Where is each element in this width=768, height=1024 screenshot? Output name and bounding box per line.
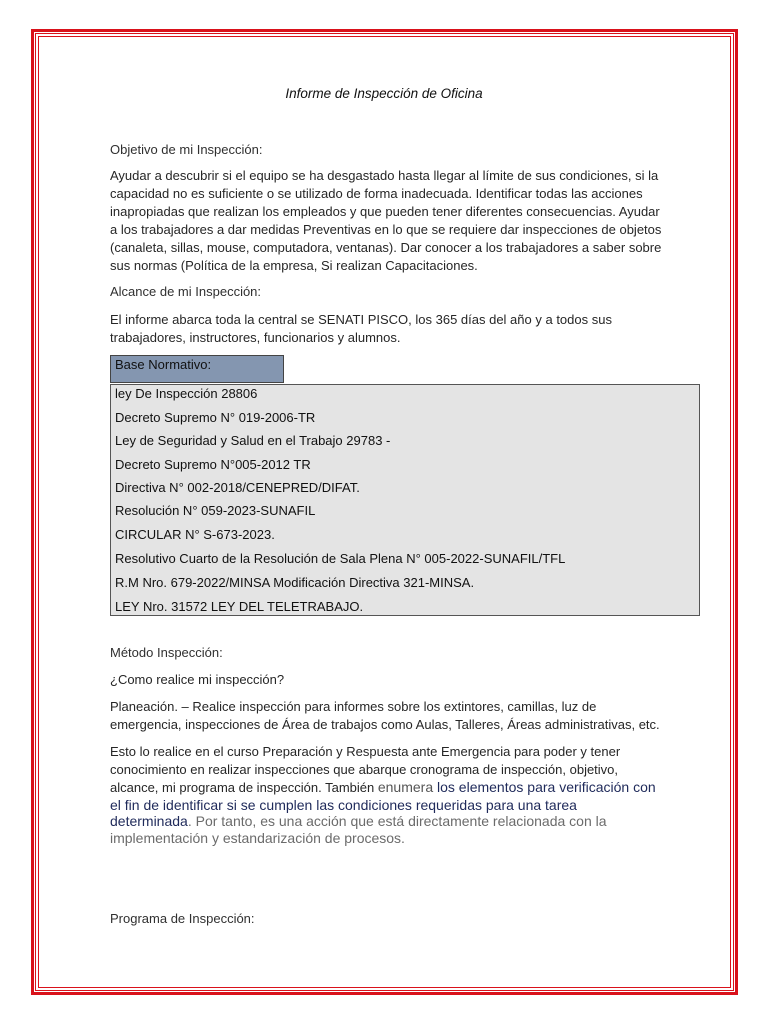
programa-heading: Programa de Inspección: xyxy=(110,911,255,926)
objetivo-line: (canaleta, sillas, mouse, computadora, ventanas). Dar conocer a los trabajadores a saber sobre xyxy=(110,240,662,255)
norma-item: Ley de Seguridad y Salud en el Trabajo 29783 - xyxy=(115,433,391,448)
norma-item: R.M Nro. 679-2022/MINSA Modificación Directiva 321-MINSA. xyxy=(115,575,475,590)
esto-line-highlight: enumera xyxy=(377,779,434,795)
norma-item: Resolutivo Cuarto de la Resolución de Sala Plena N° 005-2022-SUNAFIL/TFL xyxy=(115,551,566,566)
esto-line: conocimiento en realizar inspecciones que abarque cronograma de inspección, objetivo, xyxy=(110,762,619,777)
alcance-heading: Alcance de mi Inspección: xyxy=(110,284,262,299)
esto-line-text: los elementos para verificación con xyxy=(433,779,656,795)
objetivo-line: a los trabajadores a dar medidas Preventivas en lo que se requiere dar inspecciones de objetos xyxy=(110,222,662,237)
norma-item: LEY Nro. 31572 LEY DEL TELETRABAJO. xyxy=(115,599,364,614)
planeacion-line: emergencia, inspecciones de Área de trabajos como Aulas, Talleres, Áreas administrativas, etc. xyxy=(110,717,660,732)
objetivo-line: capacidad no es suficiente o se utilizado de forma inadecuada. Identificar todas las acciones xyxy=(110,186,643,201)
base-normativo-heading: Base Normativo: xyxy=(110,355,284,383)
objetivo-heading: Objetivo de mi Inspección: xyxy=(110,142,263,157)
esto-line: el fin de identificar si se cumplen las condiciones requeridas para una tarea xyxy=(110,797,577,813)
esto-line-text: alcance, mi programa de inspección. También xyxy=(110,780,378,795)
norma-item: Decreto Supremo N°005-2012 TR xyxy=(115,457,311,472)
alcance-line: trabajadores, instructores, funcionarios y alumnos. xyxy=(110,330,401,345)
norma-item: ley De Inspección 28806 xyxy=(115,386,258,401)
norma-item: Resolución N° 059-2023-SUNAFIL xyxy=(115,503,316,518)
norma-item: Decreto Supremo N° 019-2006-TR xyxy=(115,410,316,425)
document-title: Informe de Inspección de Oficina xyxy=(285,86,483,101)
metodo-heading: Método Inspección: xyxy=(110,645,223,660)
norma-item: Directiva N° 002-2018/CENEPRED/DIFAT. xyxy=(115,480,360,495)
objetivo-line: Ayudar a descubrir si el equipo se ha desgastado hasta llegar al límite de sus condiciones, si la xyxy=(110,168,659,183)
esto-line xyxy=(110,778,710,797)
objetivo-line: sus normas (Política de la empresa, Si realizan Capacitaciones. xyxy=(110,258,478,273)
esto-line: Esto lo realice en el curso Preparación y Respuesta ante Emergencia para poder y tener xyxy=(110,744,621,759)
alcance-line: El informe abarca toda la central se SENATI PISCO, los 365 días del año y a todos sus xyxy=(110,312,612,327)
esto-line: implementación y estandarización de procesos. xyxy=(110,830,405,846)
objetivo-line: inapropiadas que realizan los empleados y que pueden tener diferentes consecuencias. Ayudar xyxy=(110,204,660,219)
planeacion-line: Planeación. – Realice inspección para informes sobre los extintores, camillas, luz de xyxy=(110,699,597,714)
esto-line-text: determinada xyxy=(110,813,188,829)
esto-line-text: . Por tanto, es una acción que está directamente relacionada con la xyxy=(187,813,607,829)
norma-item: CIRCULAR N° S-673-2023. xyxy=(115,527,275,542)
metodo-question: ¿Como realice mi inspección? xyxy=(110,672,285,687)
base-normativo-list xyxy=(110,384,700,616)
